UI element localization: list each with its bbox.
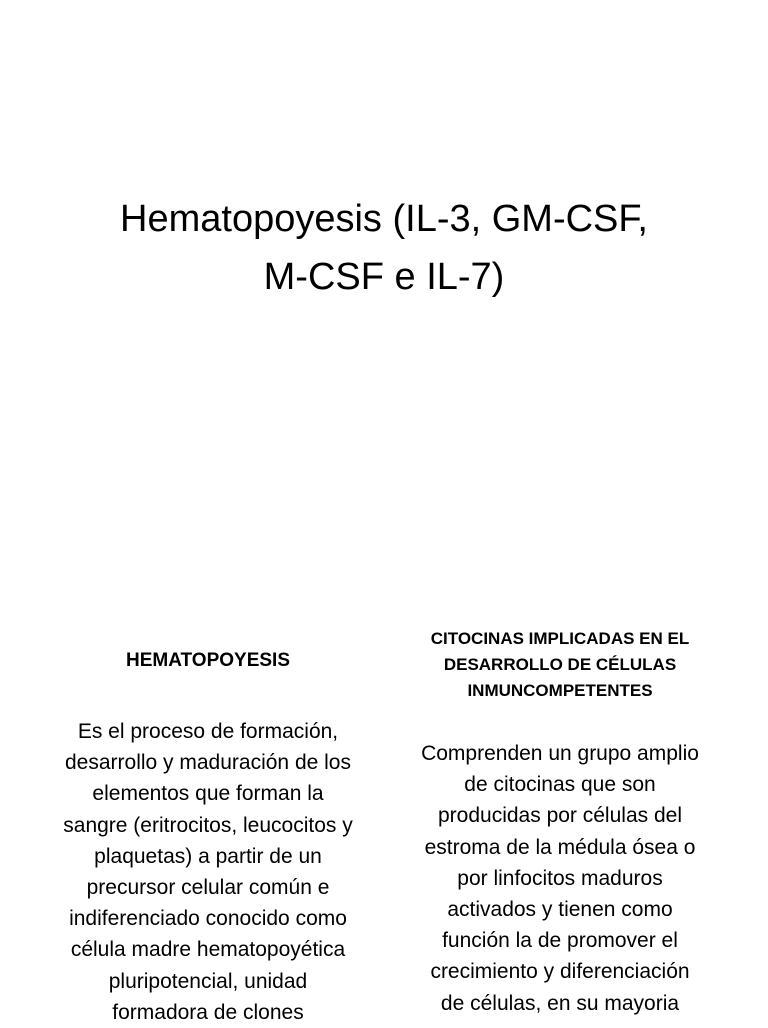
right-body-line: producidas por células del bbox=[438, 804, 682, 828]
left-body-line: formadora de clones bbox=[112, 1000, 304, 1024]
left-heading-line: HEMATOPOYESIS bbox=[126, 650, 290, 671]
slide-title-line: Hematopoyesis (IL-3, GM-CSF, bbox=[120, 198, 648, 240]
right-body-line: función la de promover el bbox=[442, 929, 678, 953]
right-body-line: estroma de la médula ósea o bbox=[424, 835, 696, 859]
left-body-line: Es el proceso de formación, bbox=[77, 720, 339, 743]
right-body-line: de citocinas que son bbox=[464, 773, 656, 797]
right-body-line: crecimiento y diferenciación bbox=[430, 960, 690, 984]
left-body-line: precursor celular común e bbox=[86, 876, 330, 900]
left-column-heading bbox=[40, 648, 376, 674]
right-body-line: de células, en su mayoria bbox=[440, 991, 680, 1015]
left-body-line: desarrollo y maduración de los bbox=[65, 751, 351, 775]
left-column-body bbox=[40, 716, 376, 1028]
right-body-line: Comprenden un grupo amplio bbox=[421, 742, 699, 765]
left-column bbox=[40, 648, 376, 1028]
right-body-line: por linfocitos maduros bbox=[457, 866, 663, 890]
left-body-line: célula madre hematopoyética bbox=[70, 938, 346, 962]
left-body-line: plaquetas) a partir de un bbox=[94, 844, 322, 868]
right-column-body bbox=[398, 738, 722, 1019]
slide-title bbox=[40, 190, 728, 306]
right-heading-line: DESARROLLO DE CÉLULAS bbox=[443, 655, 677, 674]
left-body-line: elementos que forman la bbox=[92, 782, 324, 806]
left-body-line: pluripotencial, unidad bbox=[108, 969, 308, 993]
right-body-line: activados y tienen como bbox=[447, 898, 673, 922]
right-column bbox=[398, 626, 722, 1019]
right-heading-line: CITOCINAS IMPLICADAS EN EL bbox=[430, 629, 690, 648]
left-body-line: indiferenciado conocido como bbox=[69, 907, 347, 931]
right-column-heading bbox=[398, 626, 722, 704]
right-heading-line: INMUNCOMPETENTES bbox=[467, 681, 653, 700]
slide-title-line: M-CSF e IL-7) bbox=[263, 256, 505, 298]
left-body-line: sangre (eritrocitos, leucocitos y bbox=[63, 813, 353, 837]
